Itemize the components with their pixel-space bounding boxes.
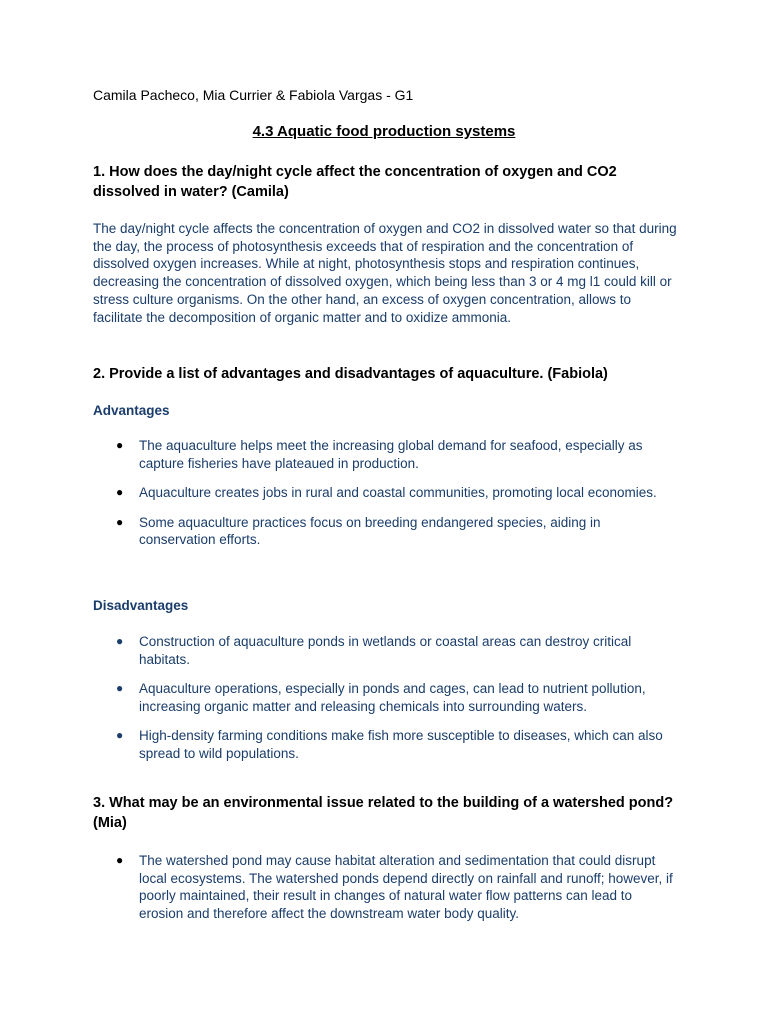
list-item [116, 727, 676, 762]
list-item [116, 633, 676, 668]
advantages-list [116, 437, 676, 561]
list-item-text: High-density farming conditions make fish more susceptible to diseases, which can also spread to wild populations. [139, 728, 663, 761]
document-title: 4.3 Aquatic food production systems [252, 123, 516, 140]
list-item-text: The aquaculture helps meet the increasing global demand for seafood, especially as capture fisheries have plateaued in production. [139, 438, 643, 471]
question-2: 2. Provide a list of advantages and disadvantages of aquaculture. (Fabiola) [93, 366, 608, 382]
list-item-text: Some aquaculture practices focus on breeding endangered species, aiding in conservation efforts. [139, 514, 601, 547]
question-1: 1. How does the day/night cycle affect the concentration of oxygen and CO2 dissolved in water? (Camila) [93, 164, 617, 200]
list-item [116, 514, 676, 549]
authors-line: Camila Pacheco, Mia Currier & Fabiola Vargas - G1 [93, 87, 414, 103]
answer-1: The day/night cycle affects the concentration of oxygen and CO2 in dissolved water so that during the day, the process of photosynthesis exceeds that of respiration and the concentration of dissolved oxygen increases. While at night, photosynthesis stops and respiration continues, decreasing the concentration of dissolved oxygen, which being less than 3 or 4 mg l1 could kill or stress culture organisms. On the other hand, an excess of oxygen concentration, allows to facilitate the decomposition of organic matter and to oxidize ammonia. [93, 221, 677, 325]
list-item-text: Aquaculture operations, especially in ponds and cages, can lead to nutrient pollution, increasing organic matter and releasing chemicals into surrounding waters. [139, 681, 646, 714]
disadvantages-heading: Disadvantages [93, 598, 189, 613]
list-item-text: The watershed pond may cause habitat alteration and sedimentation that could disrupt local ecosystems. The watershed ponds depend directly on rainfall and runoff; however, if poorly maintained, their result in changes of natural water flow patterns can lead to erosion and therefore affect the downstream water body quality. [139, 853, 673, 921]
list-item [116, 484, 676, 502]
list-item-text: Aquaculture creates jobs in rural and coastal communities, promoting local economies. [139, 485, 657, 500]
list-item [116, 437, 676, 472]
list-item [116, 852, 676, 922]
bullet-icon: ● [116, 485, 124, 499]
list-item-text: Construction of aquaculture ponds in wetlands or coastal areas can destroy critical habitats. [139, 634, 632, 667]
bullet-icon: ● [116, 438, 124, 452]
bullet-icon: ● [116, 514, 124, 529]
bullet-icon: ● [116, 634, 124, 648]
question-3-answer-list [116, 852, 676, 934]
bullet-icon: ● [116, 728, 124, 742]
bullet-icon: ● [116, 853, 124, 867]
bullet-icon: ● [116, 681, 124, 695]
advantages-heading: Advantages [93, 403, 170, 418]
disadvantages-list [116, 633, 676, 774]
list-item [116, 680, 676, 715]
question-3: 3. What may be an environmental issue related to the building of a watershed pond? (Mia) [93, 795, 674, 831]
